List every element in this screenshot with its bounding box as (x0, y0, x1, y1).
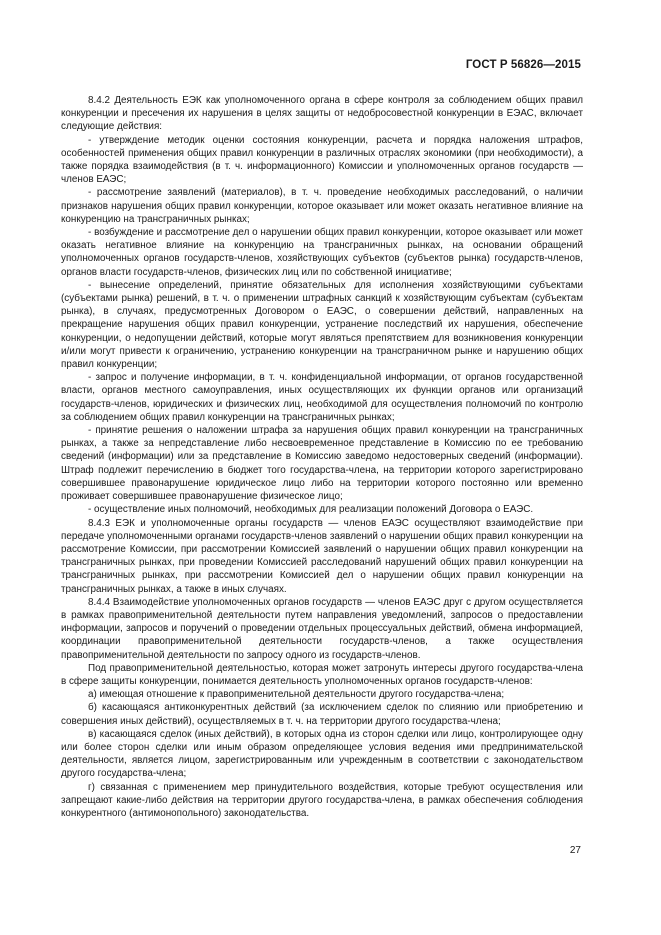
list-item: - утверждение методик оценки состояния конкуренции, расчета и порядка наложения штрафов, особенностей применения общих правил конкуренции в различных отраслях экономики (при необходимости), а также порядка взаимодействия (в т. ч. информационного) Комиссии и уполномоченных органов государств — членов ЕАЭС; (61, 134, 583, 186)
list-item: - рассмотрение заявлений (материалов), в т. ч. проведение необходимых расследований, о наличии признаков нарушения общих правил конкуренции, которое оказывает или может оказать негативное влияние на конкуренцию на трансграничных рынках; (61, 187, 583, 225)
list-item: г) связанная с применением мер принудительного воздействия, которые требуют осуществления или запрещают какие-либо действия на территории другого государства-члена, в рамках обеспечения соблюдения конкурентного (антимонопольного) законодательства. (61, 781, 583, 819)
list-item: в) касающаяся сделок (иных действий), в которых одна из сторон сделки или лицо, контролирующее одну или более сторон сделки или иным образом определяющее условия ведения ими предпринимательской деятельности, является лицом, зарегистрированным или учрежденным в соответствии с законодательством другого государства-члена; (61, 728, 583, 780)
list-item: - осуществление иных полномочий, необходимых для реализации положений Договора о ЕАЭС. (88, 504, 534, 516)
paragraph-8-4-2: 8.4.2 Деятельность ЕЭК как уполномоченного органа в сфере контроля за соблюдением общих правил конкуренции и пресечения их нарушения в целях защиты от недобросовестной конкуренции в ЕЭАС, включает следующие действия: (61, 95, 583, 133)
paragraph-8-4-3: 8.4.3 ЕЭК и уполномоченные органы государств — членов ЕАЭС осуществляют взаимодействие при передаче уполномоченными органами государств-членов заявлений о нарушении общих правил конкуренции на рассмотрение Комиссии, при рассмотрении Комиссией заявлений о нарушении общих правил конкуренции на трансграничных рынках, при проведении Комиссией расследований нарушений общих правил конкуренции на трансграничных рынках, при рассмотрении Комиссией дел о нарушении общих правил конкуренции на трансграничных рынках, а также в иных случаях. (61, 517, 583, 595)
page-number: 27 (569, 845, 581, 856)
paragraph-8-4-4: 8.4.4 Взаимодействие уполномоченных органов государств — членов ЕАЭС друг с другом осуществляется в рамках правоприменительной деятельности путем направления уведомлений, запросов о предоставлении информации, запросов и поручений о проведении отдельных процессуальных действий, обмена информацией, координации правоприменительной деятельности государств-членов, а также осуществления правоприменительной деятельности по запросу одного из государств-членов. (61, 596, 583, 661)
list-item: а) имеющая отношение к правоприменительной деятельности другого государства-члена; (88, 689, 505, 701)
document-header: ГОСТ Р 56826—2015 (465, 59, 581, 71)
list-item: - принятие решения о наложении штрафа за нарушения общих правил конкуренции на трансграничных рынках, а также за непредставление либо несвоевременное представление в Комиссию по ее требованию сведений (информации) или за представление в Комиссию заведомо недостоверных сведений (информации). Штраф подлежит перечислению в бюджет того государства-члена, на территории которого зарегистрировано совершившее правонарушение юридическое лицо либо на территории которого постоянно или временно проживает совершившее правонарушение физическое лицо; (61, 425, 583, 503)
document-body (61, 94, 583, 820)
list-item: - возбуждение и рассмотрение дел о нарушении общих правил конкуренции, которое оказывает или может оказать негативное влияние на конкуренцию на трансграничных рынках, на основании обращений уполномоченных органов государств-членов, хозяйствующих субъектов (субъектов рынка) государств-членов, органов власти государств-членов, физических лиц или по собственной инициативе; (61, 227, 583, 278)
list-item: б) касающаяся антиконкурентных действий (за исключением сделок по слиянию или приобретению и совершения иных действий), осуществляемых в т. ч. на территории другого государства-члена; (61, 702, 583, 727)
list-item: - вынесение определений, принятие обязательных для исполнения хозяйствующими субъектами (субъектами рынка) решений, в т. ч. о применении штрафных санкций к хозяйствующим субъектам (субъектам рынка), в случаях, предусмотренных Договором о ЕАЭС, о совершении действий, направленных на прекращение нарушения общих правил конкуренции, устранение последствий их нарушения, обеспечение конкуренции, о недопущении действий, которые могут являться препятствием для возникновения конкуренции и/или могут привести к ограничению, устранению конкуренции на трансграничном рынке и нарушению общих правил конкуренции; (61, 279, 583, 371)
list-item: - запрос и получение информации, в т. ч. конфиденциальной информации, от органов государственной власти, органов местного самоуправления, иных осуществляющих их функции органов или организаций государств-членов, юридических и физических лиц, необходимой для осуществления полномочий по контролю за соблюдением общих правил конкуренции на трансграничных рынках; (61, 372, 583, 423)
paragraph: Под правоприменительной деятельностью, которая может затронуть интересы другого государства-члена в сфере защиты конкуренции, понимается деятельность уполномоченных органов государств-членов: (61, 662, 583, 687)
